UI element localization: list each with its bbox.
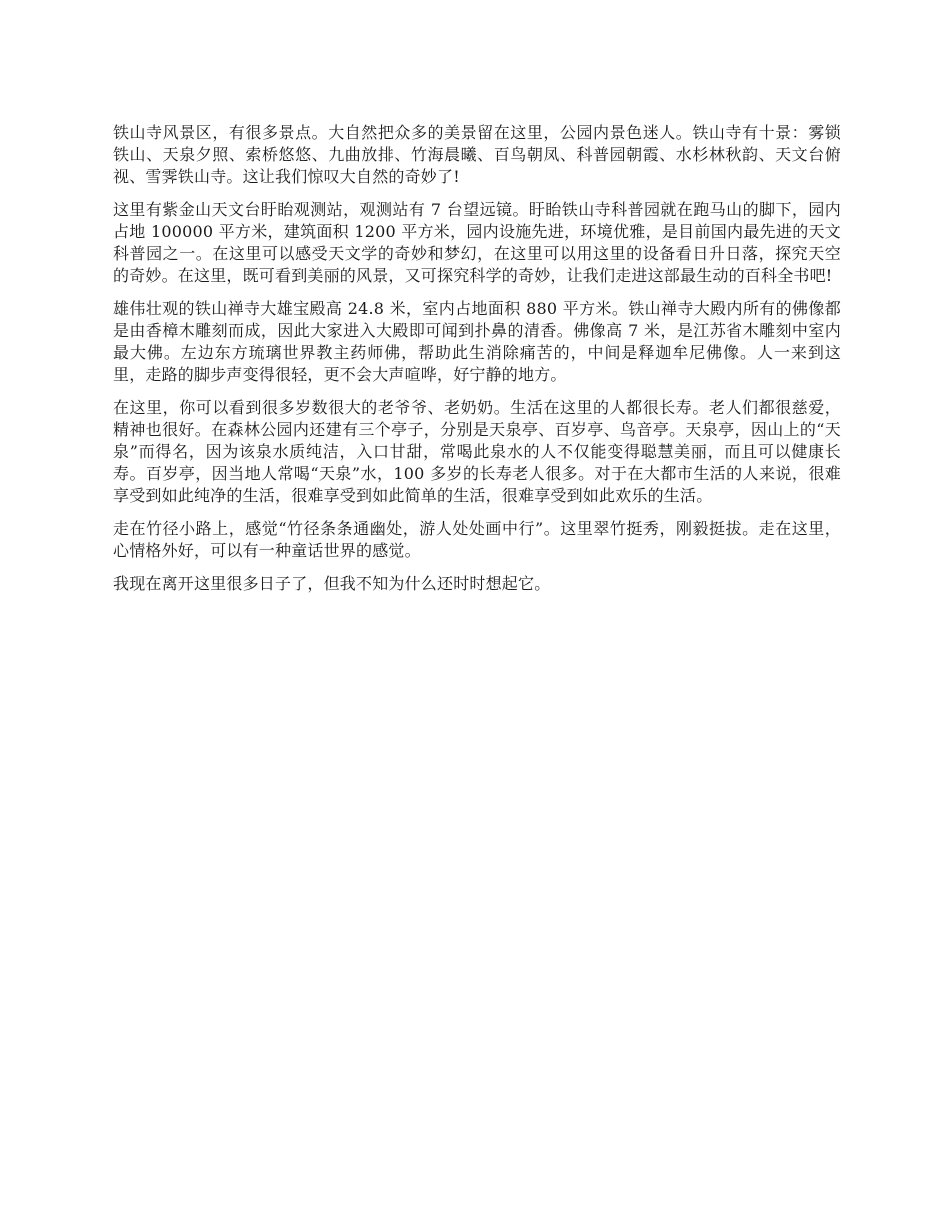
paragraph-intro: 铁山寺风景区，有很多景点。大自然把众多的美景留在这里，公园内景色迷人。铁山寺有十景：雾锁铁山、天泉夕照、索桥悠悠、九曲放排、竹海晨曦、百鸟朝凤、科普园朝霞、水杉林秋韵、天文台俯视、雪霁铁山寺。这让我们惊叹大自然的奇妙了! — [113, 123, 841, 186]
paragraph-temple: 雄伟壮观的铁山禅寺大雄宝殿高 24.8 米，室内占地面积 880 平方米。铁山禅寺大殿内所有的佛像都是由香樟木雕刻而成，因此大家进入大殿即可闻到扑鼻的清香。佛像高 7 米，是江苏省木雕刻中室内最大佛。左边东方琉璃世界教主药师佛，帮助此生消除痛苦的，中间是释迦牟尼佛像。人一来到这里，走路的脚步声变得很轻，更不会大声喧哗，好宁静的地方。 — [113, 299, 841, 384]
paragraph-longevity: 在这里，你可以看到很多岁数很大的老爷爷、老奶奶。生活在这里的人都很长寿。老人们都很慈爱，精神也很好。在森林公园内还建有三个亭子，分别是天泉亭、百岁亭、鸟音亭。天泉亭，因山上的“天泉”而得名，因为该泉水质纯洁，入口甘甜，常喝此泉水的人不仅能变得聪慧美丽，而且可以健康长寿。百岁亭，因当地人常喝“天泉”水，100 多岁的长寿老人很多。对于在大都市生活的人来说，很难享受到如此纯净的生活，很难享受到如此简单的生活，很难享受到如此欢乐的生活。 — [113, 398, 841, 505]
document-body — [113, 122, 841, 606]
paragraph-closing: 我现在离开这里很多日子了，但我不知为什么还时时想起它。 — [113, 574, 551, 593]
paragraph-observatory: 这里有紫金山天文台盱眙观测站，观测站有 7 台望远镜。盱眙铁山寺科普园就在跑马山的脚下，园内占地 100000 平方米，建筑面积 1200 平方米，园内设施先进，环境优雅，是目前国内最先进的天文科普园之一。在这里可以感受天文学的奇妙和梦幻，在这里可以用这里的设备看日升日落，探究天空的奇妙。在这里，既可看到美丽的风景，又可探究科学的奇妙，让我们走进这部最生动的百科全书吧! — [113, 200, 841, 285]
paragraph-bamboo-path: 走在竹径小路上，感觉“竹径条条通幽处，游人处处画中行”。这里翠竹挺秀，刚毅挺拔。走在这里，心情格外好，可以有一种童话世界的感觉。 — [113, 519, 841, 560]
